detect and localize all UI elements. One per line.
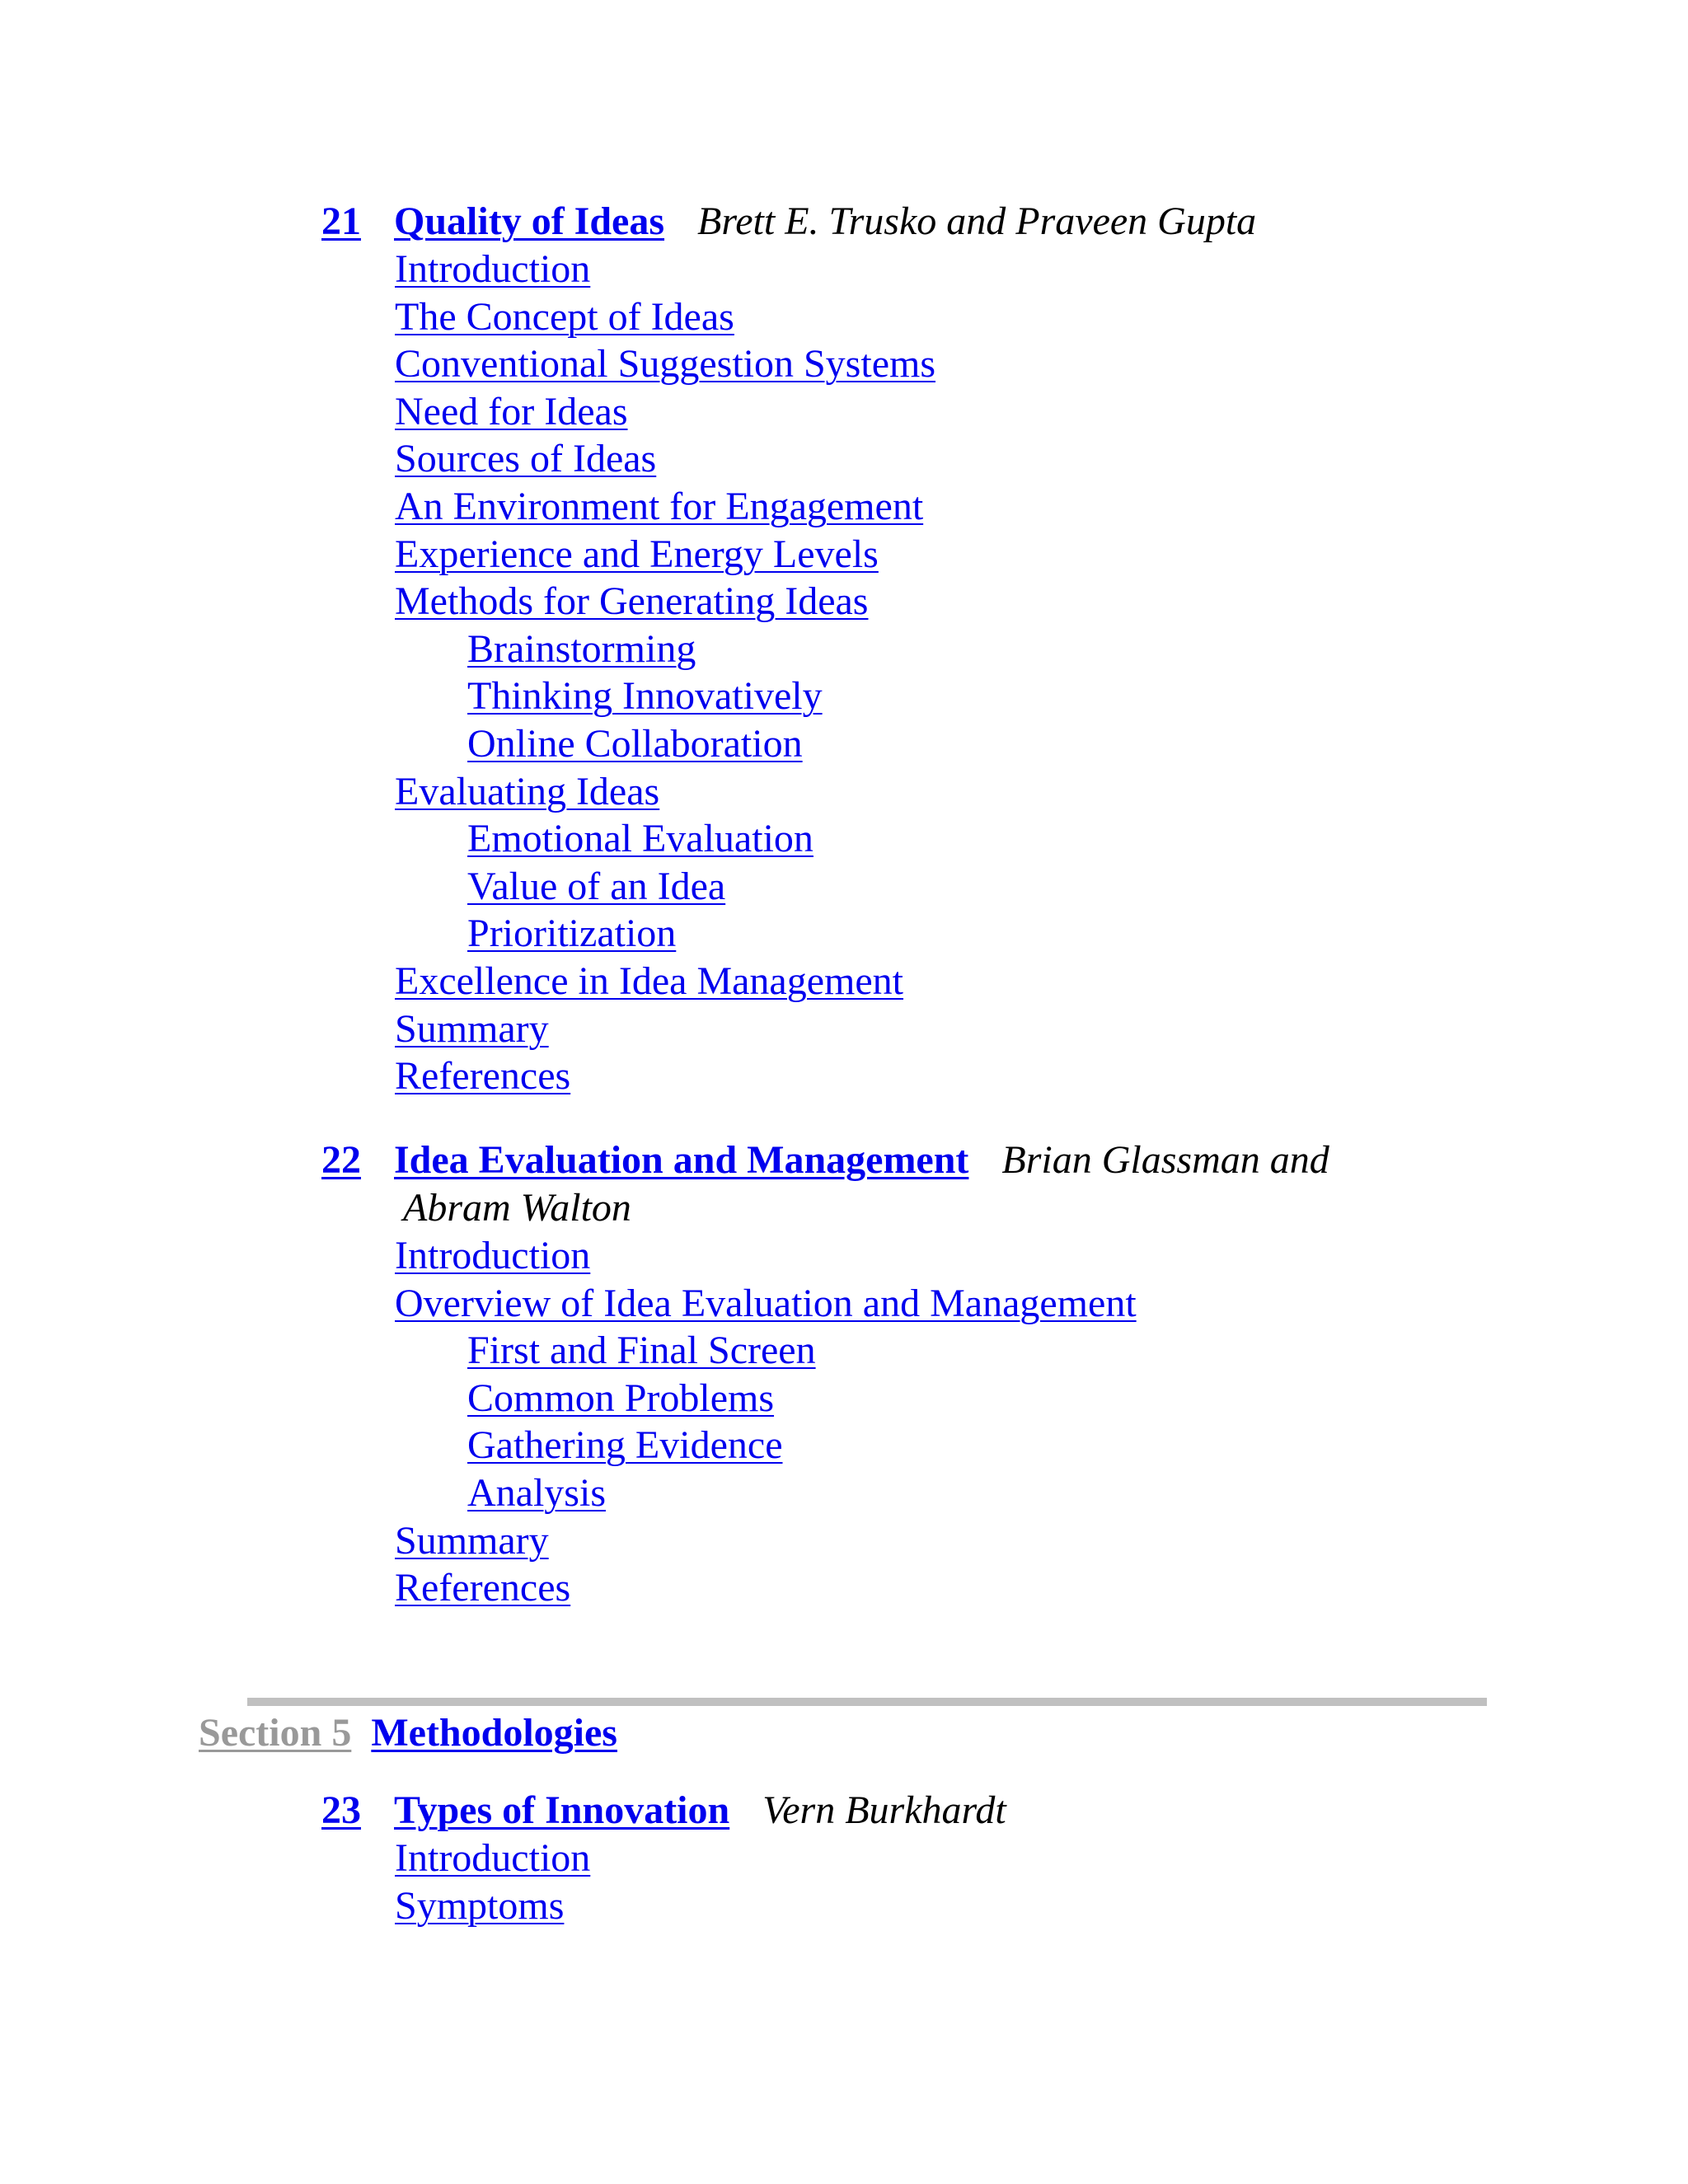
- toc-entry-link[interactable]: Need for Ideas: [395, 389, 628, 434]
- toc-entry: [395, 1327, 1137, 1375]
- toc-entry: [395, 1882, 590, 1930]
- toc-entry-link[interactable]: Gathering Evidence: [467, 1423, 783, 1468]
- toc-entry-link[interactable]: Evaluating Ideas: [395, 769, 660, 813]
- toc-entry: [395, 815, 935, 863]
- toc-entry: [395, 1835, 590, 1882]
- toc-entry-link[interactable]: Overview of Idea Evaluation and Management: [395, 1281, 1137, 1325]
- section-label-link[interactable]: Section 5: [199, 1711, 352, 1755]
- toc-entry: [395, 483, 935, 531]
- toc-entry: [395, 673, 935, 720]
- toc-entry-link[interactable]: Introduction: [395, 1836, 591, 1880]
- chapter-22-link[interactable]: [321, 1138, 968, 1182]
- toc-entry-link[interactable]: Methods for Generating Ideas: [395, 579, 869, 624]
- chapter-21-contents: [395, 246, 935, 1100]
- toc-entry-link[interactable]: Conventional Suggestion Systems: [395, 342, 936, 387]
- toc-entry: [395, 531, 935, 579]
- toc-entry: [395, 863, 935, 911]
- chapter-22-contents: [395, 1232, 1137, 1612]
- toc-entry-link[interactable]: Thinking Innovatively: [467, 674, 823, 719]
- chapter-23-title: Types of Innovation: [394, 1788, 730, 1832]
- toc-entry-link[interactable]: Emotional Evaluation: [467, 817, 814, 861]
- chapter-22-authors: Brian Glassman and: [1001, 1138, 1329, 1182]
- chapter-23-authors: Vern Burkhardt: [762, 1788, 1006, 1832]
- toc-entry: [395, 1052, 935, 1100]
- toc-entry-link[interactable]: References: [395, 1566, 571, 1610]
- section-title-link[interactable]: Methodologies: [371, 1711, 617, 1755]
- chapter-22-authors-continued: Abram Walton: [403, 1186, 631, 1230]
- toc-entry-link[interactable]: Experience and Energy Levels: [395, 532, 879, 576]
- chapter-22-number: 22: [321, 1138, 361, 1182]
- toc-entry-link[interactable]: Summary: [395, 1006, 549, 1051]
- toc-entry: [395, 1005, 935, 1053]
- toc-entry-link[interactable]: Value of an Idea: [467, 864, 726, 908]
- toc-entry: [395, 578, 935, 626]
- toc-entry-link[interactable]: Brainstorming: [467, 626, 696, 671]
- chapter-21-number: 21: [321, 199, 361, 243]
- toc-entry-link[interactable]: An Environment for Engagement: [395, 484, 924, 528]
- chapter-21-title: Quality of Ideas: [394, 199, 665, 243]
- chapter-22-title: Idea Evaluation and Management: [394, 1138, 969, 1182]
- toc-entry: [395, 720, 935, 768]
- toc-entry-link[interactable]: References: [395, 1054, 571, 1099]
- toc-entry-link[interactable]: Analysis: [467, 1470, 606, 1515]
- chapter-23-link[interactable]: [321, 1788, 729, 1832]
- toc-entry-link[interactable]: Introduction: [395, 1234, 591, 1277]
- toc-entry: [395, 910, 935, 958]
- toc-entry: [395, 1232, 1137, 1280]
- chapter-21-link[interactable]: [321, 199, 664, 243]
- toc-entry-link[interactable]: First and Final Screen: [467, 1329, 816, 1373]
- chapter-21-heading: [321, 198, 1256, 246]
- toc-entry: [395, 1517, 1137, 1565]
- toc-entry-link[interactable]: Symptoms: [395, 1883, 565, 1928]
- chapter-21-authors: Brett E. Trusko and Praveen Gupta: [697, 199, 1257, 243]
- toc-entry: [395, 246, 935, 293]
- toc-entry-link[interactable]: Common Problems: [467, 1376, 775, 1420]
- toc-entry-link[interactable]: Excellence in Idea Management: [395, 958, 904, 1003]
- section-5-heading: [199, 1709, 617, 1757]
- toc-entry: [395, 1375, 1137, 1422]
- toc-entry: [395, 768, 935, 816]
- toc-entry: [395, 958, 935, 1005]
- toc-entry-link[interactable]: Prioritization: [467, 912, 677, 956]
- toc-entry: [395, 340, 935, 388]
- toc-entry-link[interactable]: Introduction: [395, 247, 591, 291]
- section-divider: [247, 1698, 1487, 1706]
- toc-entry: [395, 388, 935, 436]
- toc-entry-link[interactable]: Summary: [395, 1518, 549, 1563]
- toc-entry-link[interactable]: Online Collaboration: [467, 721, 803, 766]
- toc-entry: [395, 293, 935, 341]
- toc-entry: [395, 1422, 1137, 1469]
- chapter-23-contents: [395, 1835, 590, 1929]
- chapter-23-number: 23: [321, 1788, 361, 1832]
- toc-entry: [395, 1564, 1137, 1612]
- toc-entry: [395, 1469, 1137, 1517]
- toc-entry: [395, 1280, 1137, 1328]
- toc-entry-link[interactable]: Sources of Ideas: [395, 437, 657, 481]
- toc-entry: [395, 435, 935, 483]
- toc-entry-link[interactable]: The Concept of Ideas: [395, 294, 734, 339]
- chapter-22-heading: [321, 1137, 1329, 1184]
- toc-entry: [395, 626, 935, 673]
- chapter-23-heading: [321, 1787, 1006, 1835]
